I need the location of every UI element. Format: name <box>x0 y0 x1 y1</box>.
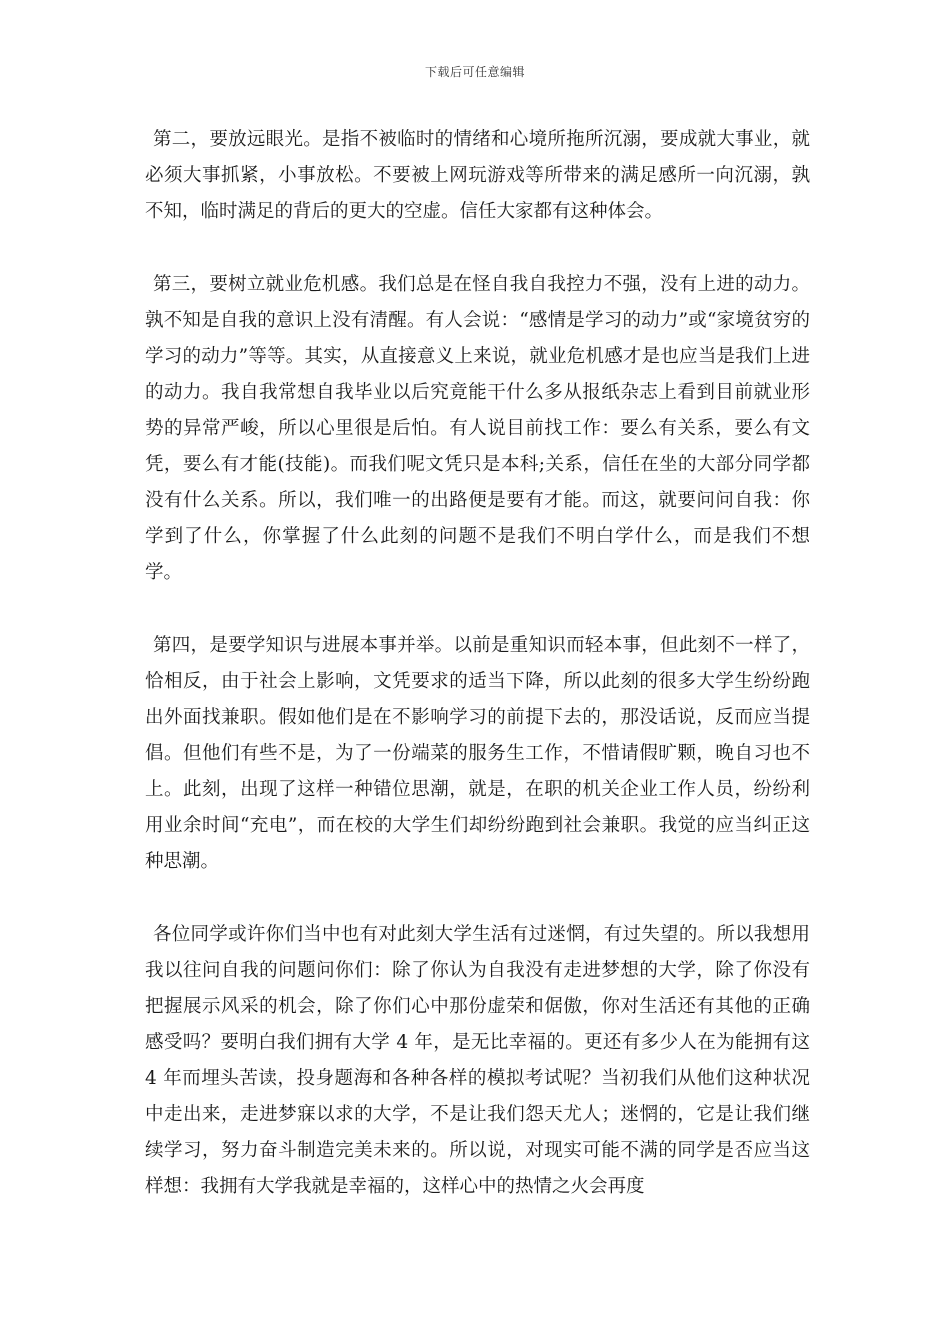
paragraph-third-point: 第三，要树立就业危机感。我们总是在怪自我自我控力不强，没有上进的动力。孰不知是自我的意识上没有清醒。有人会说：“感情是学习的动力”或“家境贫穷的学习的动力”等等。其实，从直接意义上来说，就业危机感才是也应当是我们上进的动力。我自我常想自我毕业以后究竟能干什么多从报纸杂志上看到目前就业形势的异常严峻，所以心里很是后怕。有人说目前找工作：要么有关系，要么有文凭，要么有才能(技能)。而我们呢文凭只是本科;关系，信任在坐的大部分同学都没有什么关系。所以，我们唯一的出路便是要有才能。而这，就要问问自我：你学到了什么，你掌握了什么此刻的问题不是我们不明白学什么，而是我们不想学。 <box>145 274 810 583</box>
page-header-note: 下载后可任意编辑 <box>424 65 525 79</box>
document-body <box>145 122 810 1242</box>
paragraph-closing-address: 各位同学或许你们当中也有对此刻大学生活有过迷惘，有过失望的。所以我想用我以往问自我的问题问你们：除了你认为自我没有走进梦想的大学，除了你没有把握展示风采的机会，除了你们心中那份虚荣和倨傲，你对生活还有其他的正确感受吗？要明白我们拥有大学 4 年，是无比幸福的。更还有多少人在为能拥有这 4 年而埋头苦读，投身题海和各种各样的模拟考试呢？当初我们从他们这种状况中走出来，走进梦寐以求的大学，不是让我们怨天尤人；迷惘的，它是让我们继续学习，努力奋斗制造完美未来的。所以说，对现实可能不满的同学是否应当这样想：我拥有大学我就是幸福的，这样心中的热情之火会再度 <box>145 924 810 1197</box>
paragraph-fourth-point: 第四，是要学知识与进展本事并举。以前是重知识而轻本事，但此刻不一样了，恰相反，由于社会上影响，文凭要求的适当下降，所以此刻的很多大学生纷纷跑出外面找兼职。假如他们是在不影响学习的前提下去的，那没话说，反而应当提倡。但他们有些不是，为了一份端菜的服务生工作，不惜请假旷颗，晚自习也不上。此刻，出现了这样一种错位思潮，就是，在职的机关企业工作人员，纷纷利用业余时间“充电”，而在校的大学生们却纷纷跑到社会兼职。我觉的应当纠正这种思潮。 <box>145 635 810 872</box>
paragraph-second-point: 第二，要放远眼光。是指不被临时的情绪和心境所拖所沉溺，要成就大事业，就必须大事抓紧，小事放松。不要被上网玩游戏等所带来的满足感所一向沉溺，孰不知，临时满足的背后的更大的空虚。信任大家都有这种体会。 <box>145 129 810 222</box>
